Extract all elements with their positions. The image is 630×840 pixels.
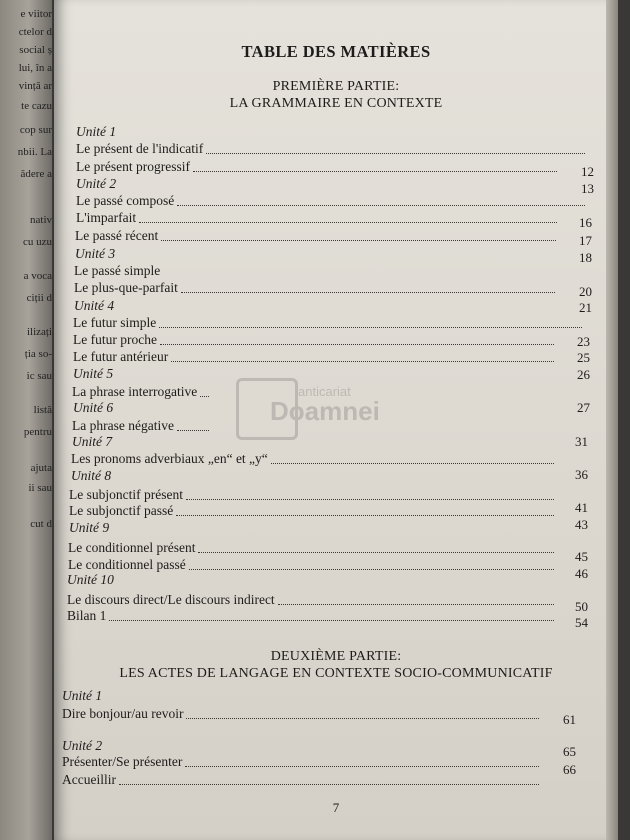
watermark-small-text: anticariat	[298, 384, 351, 399]
toc-entry-label: Le passé récent	[75, 228, 159, 243]
page-ref: 12	[581, 164, 594, 179]
previous-page-text: social ș	[19, 44, 52, 56]
previous-page-text: ajuta	[30, 462, 52, 474]
previous-page-text: e viitor	[20, 8, 52, 20]
dot-leader	[181, 291, 555, 293]
part-two-heading-line1: DEUXIÈME PARTIE:	[270, 649, 402, 664]
page-ref: 45	[575, 549, 588, 564]
part-one-heading	[54, 78, 618, 112]
toc-entry	[76, 141, 588, 157]
dot-leader	[159, 326, 582, 328]
toc-entry	[67, 592, 557, 608]
previous-page-text: ciții d	[26, 292, 52, 304]
page-ref: 65	[563, 744, 576, 759]
previous-page-text: ii sau	[28, 482, 52, 494]
unit-heading: Unité 6	[73, 400, 114, 415]
dot-leader	[109, 619, 554, 621]
toc-entry-label: Dire bonjour/au revoir	[62, 706, 184, 721]
toc-entry-label: L'imparfait	[76, 210, 137, 225]
unit-heading: Unité 8	[71, 468, 112, 483]
toc-entry-label: Accueillir	[62, 772, 116, 787]
toc-entry	[62, 754, 542, 770]
page-ref: 23	[577, 334, 590, 349]
page-ref: 31	[575, 434, 588, 449]
toc-entry-label: Le subjonctif présent	[69, 487, 183, 502]
previous-page-edge	[0, 0, 52, 840]
previous-page-text: ilizați	[26, 326, 52, 338]
previous-page-text: cop sur	[19, 124, 52, 136]
page-ref: 41	[575, 500, 588, 515]
previous-page-text: cut d	[30, 518, 52, 530]
contents-page	[54, 0, 618, 840]
previous-page-text: cu uzu	[22, 236, 52, 248]
dot-leader	[185, 765, 539, 767]
page-ref: 17	[579, 233, 592, 248]
toc-entry	[74, 280, 558, 296]
toc-entry	[68, 540, 557, 556]
unit-heading: Unité 3	[75, 246, 116, 261]
dot-leader	[189, 568, 554, 570]
unit-heading: Unité 2	[62, 738, 103, 753]
previous-page-text: vință ar	[18, 80, 52, 92]
page-title: TABLE DES MATIÈRES	[241, 42, 431, 61]
toc-entry	[69, 487, 557, 503]
dot-leader	[186, 498, 554, 500]
page-ref: 21	[579, 300, 592, 315]
dot-leader	[177, 204, 585, 206]
dot-leader	[193, 170, 557, 172]
toc-entry-label: Le conditionnel passé	[68, 557, 186, 572]
page-number: 7	[332, 800, 340, 815]
previous-page-text: te cazu	[21, 100, 52, 112]
toc-entry-label: Bilan 1	[67, 608, 107, 623]
previous-page-text: ctelor d	[18, 26, 52, 38]
toc-entry-label: Les pronoms adverbiaux „en“ et „y“	[71, 451, 268, 466]
page-ref: 20	[579, 284, 592, 299]
toc-entry	[62, 706, 542, 722]
dot-leader	[160, 343, 554, 345]
toc-entry	[73, 315, 585, 331]
page-ref: 50	[575, 599, 588, 614]
dot-leader	[139, 221, 557, 223]
page-ref: 13	[581, 181, 594, 196]
toc-entry	[68, 557, 557, 573]
watermark-big-text: Doamnei	[270, 396, 380, 426]
unit-heading: Unité 10	[67, 572, 114, 587]
toc-entry	[62, 772, 542, 788]
previous-page-text: ic sau	[26, 370, 52, 382]
dot-leader	[278, 603, 554, 605]
page-ref: 43	[575, 517, 588, 532]
toc-entry	[72, 418, 212, 434]
toc-entry-label: Le futur proche	[73, 332, 157, 347]
part-one-heading-line2: LA GRAMMAIRE EN CONTEXTE	[229, 96, 443, 111]
page-ref: 66	[563, 762, 576, 777]
previous-page-text: nativ	[30, 214, 52, 226]
previous-page-text: listă	[33, 404, 52, 416]
toc-entry	[67, 608, 557, 624]
dot-leader	[176, 514, 554, 516]
page-ref: 25	[577, 350, 590, 365]
toc-entry-label: Présenter/Se présenter	[62, 754, 183, 769]
previous-page-text: pentru	[23, 426, 52, 438]
toc-entry-label: Le discours direct/Le discours indirect	[67, 592, 275, 607]
watermark-logo	[236, 378, 406, 448]
dot-leader	[206, 152, 585, 154]
page-right-edge	[606, 0, 618, 840]
toc-entry	[76, 159, 560, 175]
page-ref: 16	[579, 215, 592, 230]
dot-leader	[271, 462, 554, 464]
previous-page-text: nbii. La	[17, 146, 52, 158]
toc-entry-label: La phrase interrogative	[72, 384, 198, 399]
toc-entry-label: Le conditionnel présent	[68, 540, 196, 555]
page-ref: 26	[577, 367, 590, 382]
toc-entry	[76, 210, 560, 226]
dot-leader	[198, 551, 554, 553]
dot-leader	[119, 783, 539, 785]
dot-leader	[171, 360, 554, 362]
toc-entry-label: Le futur simple	[73, 315, 157, 330]
part-two-heading-line2: LES ACTES DE LANGAGE EN CONTEXTE SOCIO-COMMUNICATIF	[119, 666, 553, 681]
toc-entry-label: La phrase négative	[72, 418, 174, 433]
dot-leader	[161, 239, 556, 241]
toc-entry-label: Le présent progressif	[76, 159, 190, 174]
unit-heading: Unité 1	[76, 124, 117, 139]
previous-page-text: ția so-	[24, 348, 52, 360]
previous-page-text: a voca	[23, 270, 52, 282]
toc-entry	[73, 349, 557, 365]
toc-entry	[74, 263, 174, 279]
toc-entry	[71, 451, 557, 467]
page-ref: 61	[563, 712, 576, 727]
unit-heading: Unité 9	[69, 520, 110, 535]
page-ref: 27	[577, 400, 590, 415]
dot-leader	[200, 395, 209, 397]
unit-heading: Unité 7	[72, 434, 113, 449]
page-ref: 54	[575, 615, 588, 630]
unit-heading: Unité 2	[76, 176, 117, 191]
toc-entry-label: Le futur antérieur	[73, 349, 169, 364]
toc-entry	[75, 228, 559, 244]
part-one-heading-line1: PREMIÈRE PARTIE:	[272, 79, 400, 94]
toc-entry-label: Le passé composé	[76, 193, 175, 208]
unit-heading: Unité 5	[73, 366, 114, 381]
toc-entry	[69, 503, 557, 519]
toc-entry-label: Le subjonctif passé	[69, 503, 174, 518]
unit-heading: Unité 1	[62, 688, 103, 703]
dot-leader	[186, 717, 539, 719]
previous-page-text: lui, în a	[18, 62, 52, 74]
part-two-heading	[54, 648, 618, 682]
unit-heading: Unité 4	[74, 298, 115, 313]
previous-page-text: ădere a	[20, 168, 52, 180]
toc-entry	[73, 332, 557, 348]
toc-entry-label: Le présent de l'indicatif	[76, 141, 204, 156]
toc-entry	[76, 193, 588, 209]
page-ref: 36	[575, 467, 588, 482]
toc-entry-label: Le passé simple	[74, 263, 161, 278]
page-ref: 18	[579, 250, 592, 265]
dot-leader	[177, 429, 209, 431]
toc-entry-label: Le plus-que-parfait	[74, 280, 178, 295]
toc-entry	[72, 384, 212, 400]
page-ref: 46	[575, 566, 588, 581]
